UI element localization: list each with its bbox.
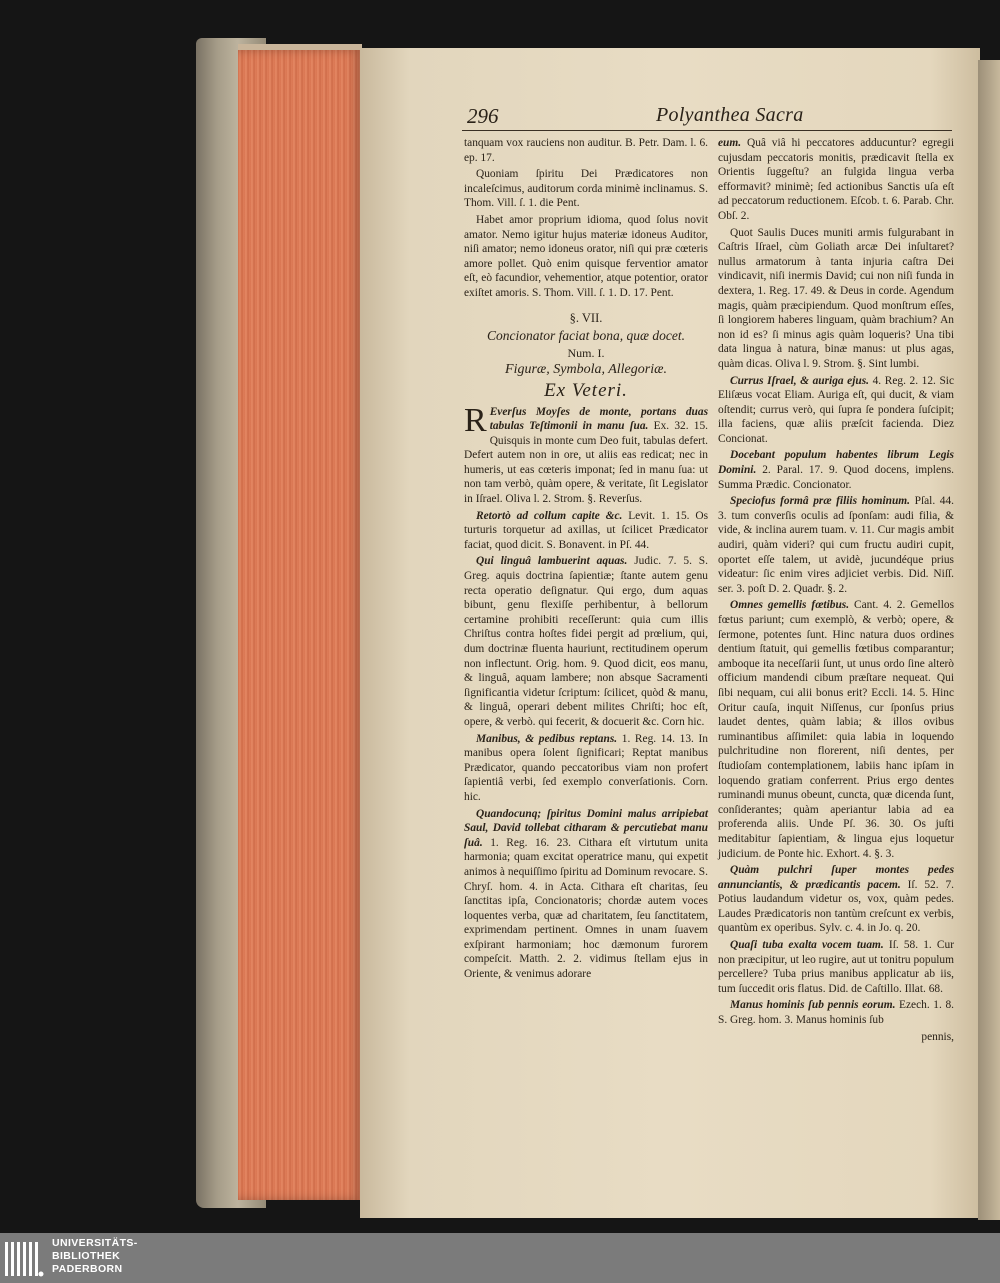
paragraph-text: Cant. 4. 2. Gemellos fœtus pariunt; cum exemplò, & verbò; opere, & ſermone, potentes ſunt. Hinc natura duos ordines dentium ſtatuit, qui gemellis fœtibus comparantur; amboque ita neceſſarii ſunt, ut unus ordo ſine alterò officium mandendi cibum præſtare nequeat. Qui ſibi nequam, cui alii bonus erit? Eccli. 14. 5. Hinc Oritur cauſa, inquit Niſſenus, cur ſponſus prius laudet dentes, quàm labia; & illos ovibus ruminantibus aſſimilet: quia labia in loquendo pulchritudine non florerent, niſi dentes, per ſtudioſam contemplationem, labiis hanc ipſam in loquendo gratiam conferrent. Prius ergo dentes ruminandi munus obeunt, cuncta, quæ dicenda ſunt, conſiderantes; quàm aperiantur labia ad ea proferenda aliis. Unde Pſ. 36. 30. Os juſti meditabitur ſapientiam, & lingua ejus loquetur judicium. de Ponte hic. Exhort. 4. §. 3. <box>718 599 954 860</box>
paragraph: Habet amor proprium idioma, quod ſolus novit amator. Nemo igitur hujus materiæ idoneus Auditor, niſi amator; nemo idoneus orator, niſi qui præ cœteris amore pollet. Quò enim quisque ferventior amator eſt, eò facundior, vehementior, atque potentior, orator exiſtet amoris. S. Thom. Vill. ſ. 1. D. 17. Pent. <box>464 213 708 299</box>
paragraph-text: 1. Reg. 16. 23. Cithara eſt virtutum unita harmonia; quam excitat operatrice manu, qui expetit animos à nequiſſimo ſpiritu ad Dominum revocare. S. Chryſ. hom. 4. in Acta. Cithara eſt charitas, ſeu ſanctitas ipſa, Concionatoris; chordæ autem voces loquentes verba, quæ ad charitatem, ſeu ſanctitatem, exprimendam pertinent. Omnes in unam ſuavem exſpirant harmoniam; hoc dæmonum furorem compeſcit. Matth. 2. 2. vidimus ſtellam ejus in Oriente, & venimus adorare <box>464 836 708 981</box>
paragraph <box>718 863 954 936</box>
paragraph: Quoniam ſpiritu Dei Prædicatores non incaleſcimus, auditorum corda minimè inclinamus. S. Thom. Vill. ſ. 1. die Pent. <box>464 168 708 210</box>
library-name-line: BIBLIOTHEK <box>52 1250 121 1262</box>
citation-lead: Everſus Moyſes de monte, portans duas tabulas Teſtimonii in manu ſua. <box>489 405 708 433</box>
paragraph-text: Iſ. 52. 7. Potius laudandum videtur os, vox, quàm pedes. Laudes Prædicatoris non tantùm creſcunt ex verbis, quantùm ex operibus. Sylv. c. 4. in Jo. q. 20. <box>718 878 954 935</box>
catchword: pennis, <box>921 1030 954 1043</box>
library-footer-bar <box>0 1233 1000 1283</box>
paragraph-text: Ezech. 1. 8. S. Greg. hom. 3. Manus hominis ſub <box>718 999 955 1027</box>
paragraph <box>464 807 708 982</box>
right-column <box>718 136 954 1044</box>
paragraph-text: 1. Reg. 14. 13. In manibus opera ſolent ſignificari; Reptat manibus Prædicator, quando peccatoribus viam non profert ſapientiâ verbi, ſed exemplo converſationis. Corn. hic. <box>464 732 708 803</box>
running-head: Polyanthea Sacra <box>656 104 804 126</box>
paragraph: tanquam vox rauciens non auditur. B. Petr. Dam. l. 6. ep. 17. <box>464 137 708 164</box>
paragraph <box>464 732 708 805</box>
citation-lead: Omnes gemellis fœtibus. <box>730 599 850 612</box>
section-number: §. VII. <box>569 310 603 325</box>
paragraph <box>718 136 954 224</box>
library-name-line: UNIVERSITÄTS- <box>52 1237 138 1249</box>
paragraph-text: 2. Paral. 17. 9. Quod docens, implens. Summa Prædic. Concionator. <box>718 464 954 491</box>
facing-page-edge <box>978 60 1000 1220</box>
left-column <box>464 136 708 984</box>
citation-lead: Currus Iſrael, & auriga ejus. <box>730 374 870 387</box>
paragraph <box>718 998 954 1027</box>
paragraph-text: Iſ. 58. 1. Cur non præcipitur, ut leo rugire, aut ut tonitru populum percellere? Tuba prius manibus applicatur ab iis, tum ſuccedit oris flatus. Did. de Caſtillo. Illat. 68. <box>718 939 954 995</box>
paragraph-text: Quâ viâ hi peccatores adducuntur? egregii cujusdam peccatoris monitis, prædicavit ſtella ex Orientis ſuggeſtu? an fulgida lingua verba efformavit? minimè; ſed actionibus Sanctis uſa eſt ad peccatorum reductionem. Eſcob. t. 6. Parab. Chr. Obſ. 2. <box>718 137 954 222</box>
library-name-line: PADERBORN <box>52 1263 123 1275</box>
citation-lead: Qui linguâ lambuerint aquas. <box>476 555 628 568</box>
header-rule <box>462 130 952 131</box>
paragraph <box>718 374 954 447</box>
paragraph-text: Pſal. 44. 3. tum converſis oculis ad ſponſam: audi filia, & vide, & inclina aurem tuam. v. 11. Cur magis ambit audiri, quàm videri? qui cum fructu audiri cupit, oportet eſſe talem, ut avidè, jucundéque prius videatur: ſic enim vires adjiciet verbis. Did. Niſſ. ser. 3. poſt D. 2. Quadr. §. 2. <box>718 495 954 595</box>
paragraph <box>718 494 954 596</box>
red-page-edge <box>238 50 362 1200</box>
paragraph-text: 4. Reg. 2. 12. Sic Eliſæus vocat Eliam. Auriga eſt, qui ducit, & viam oſtendit; currus verò, qui ſupra ſe pondera ſuſcipit; illa faciens, quæ aliis præſcit facienda. Diez Concionat. <box>718 374 954 445</box>
library-name <box>52 1237 138 1276</box>
subheading: Figuræ, Symbola, Allegoriæ. <box>505 362 667 378</box>
citation-lead: eum. <box>718 137 742 149</box>
page-number: 296 <box>467 104 499 128</box>
citation-lead: Manibus, & pedibus reptans. <box>476 732 618 745</box>
number-heading: Num. I. <box>567 345 605 360</box>
paragraph <box>464 401 708 507</box>
library-logo-icon <box>2 1236 46 1280</box>
paragraph: Quot Saulis Duces muniti armis fulgurabant in Caſtris Iſrael, cùm Goliath arcæ Dei inſultaret? nullus armatorum à tanta injuria caſtra Dei vindicavit, niſi inermis David; cui non niſi funda in dextera, 1. Reg. 17. 49. & Deus in corde. Agendum magis, quàm præcipiendum. Quod monſtrum eſſes, ſi longiorem haberes linguam, quàm brachium? An non id es? ſi minus agis quàm loqueris? Una tibi data lingua à natura, binæ manus: ut plus agas, quàm dicas. Oliva l. 9. Strom. §. Sint lumbi. <box>718 226 954 370</box>
paragraph-text: Ex. 32. 15. Quisquis in monte cum Deo fuit, tabulas defert. Defert autem non in ore, ut aliis eas redicat; nec in humeris, ut eas cœteris imponat; ſed in manu ſua: ut non tam verbò, quàm opere, & veritate, ſit Legislator in Iſrael. Oliva l. 2. Strom. §. Reverſus. <box>464 420 708 506</box>
citation-lead: Quandocunq; ſpiritus Domini malus arripiebat Saul, David tollebat citharam & percutiebat manu ſuâ. <box>464 807 708 849</box>
paragraph <box>464 509 708 553</box>
paragraph <box>718 448 954 492</box>
citation-lead: Speciofus formâ præ filiis hominum. <box>730 495 911 508</box>
citation-lead: Quaſi tuba exalta vocem tuam. <box>730 939 884 952</box>
citation-lead: Manus hominis ſub pennis eorum. <box>730 999 896 1012</box>
big-heading: Ex Veteri. <box>544 379 628 401</box>
paragraph <box>464 554 708 729</box>
paragraph-text: Judic. 7. 5. S. Greg. aquis doctrina ſapientiæ; ſtante autem genu recta operatio deſignatur. Qui ergo, dum aquas bibunt, genu flexiſſe perhibentur, à bellorum certamine prohibiti receſſerunt: quia cum illis Chriſtus contra hoſtes fidei pergit ad prœlium, qui, dum doctrinæ fluenta hauriunt, rectitudinem operum non inflectunt. Orig. hom. 9. Quod dicit, eos manu, & linguâ, aquam lambere; non absque Sacramenti ſignificantia videtur ſcriptum: ſcilicet, quòd & manu, & linguâ, operari debent milites Chriſti; hoc eſt, opere, & verbò. qui fecerit, & docuerit &c. Corn hic. <box>464 555 708 728</box>
drop-cap: R <box>464 401 487 439</box>
citation-lead: Docebant populum habentes librum Legis Domini. <box>718 449 954 477</box>
citation-lead: Quàm pulchri ſuper montes pedes annunciantis, & prædicantis pacem. <box>718 864 954 891</box>
paragraph <box>718 938 954 996</box>
section-title: Concionator faciat bona, quæ docet. <box>487 328 685 344</box>
citation-lead: Retortò ad collum capite &c. <box>476 509 623 522</box>
paragraph-text: Levit. 1. 15. Os turturis torquetur ad axillas, ut ſcilicet Prædicator faciat, quod dicit. S. Bonavent. in Pſ. 44. <box>464 509 708 551</box>
paragraph <box>718 598 954 861</box>
